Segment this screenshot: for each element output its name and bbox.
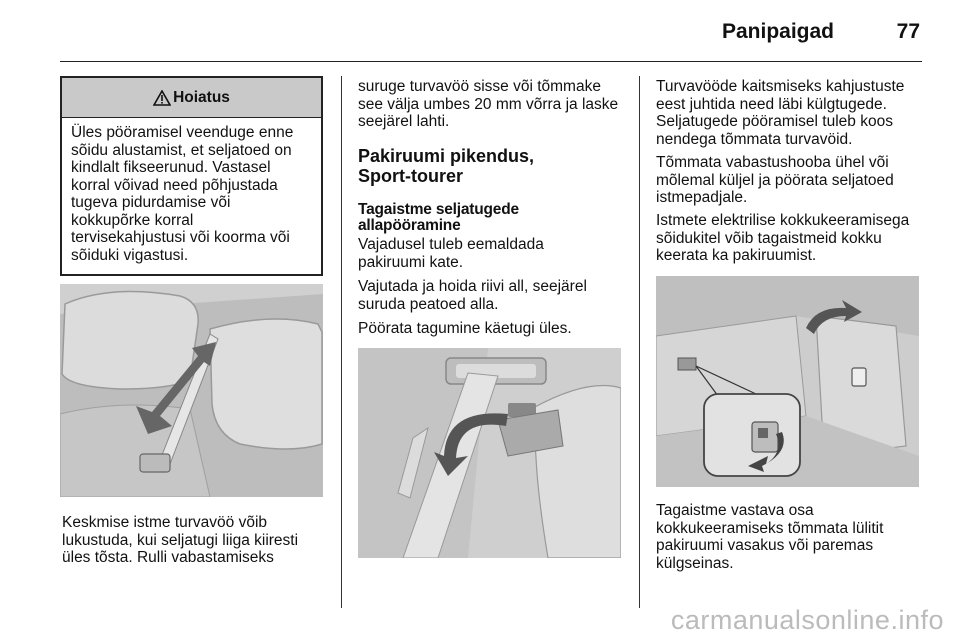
text-line: lukustuda, kui seljatugi liiga kiiresti: [62, 531, 299, 549]
text-line: Istmete elektrilise kokkukeeramisega: [656, 212, 910, 229]
seatbelt-continued-text: [358, 78, 618, 131]
text-line: pakiruumi vasakus või paremas: [656, 537, 874, 554]
heading-line: Pakiruumi pikendus,: [358, 146, 535, 166]
text-line: Vajadusel tuleb eemaldada: [358, 236, 544, 253]
column-divider-1: [341, 76, 342, 608]
seatbelt-caption: [62, 514, 298, 567]
text-line: üles tõsta. Rulli vabastamiseks: [62, 549, 274, 566]
warning-header: [62, 78, 321, 118]
text-line: Seljatugede pööramisel tuleb koos: [656, 113, 893, 130]
text-line: sõidukitel võib tagaistmeid kokku: [656, 229, 882, 247]
text-line: tugeva pidurdamise või: [71, 194, 231, 211]
text-line: tervisekahjustusi või koorma või: [71, 229, 290, 246]
figure-cargo-fold-switch: [656, 276, 919, 487]
text-line: keerata ka pakiruumist.: [656, 247, 817, 264]
text-line: mõlemal küljel ja pöörata seljatoed: [656, 171, 894, 189]
text-line: kindlalt fikseerunud. Vastasel: [71, 159, 271, 176]
text-line: Turvavööde kaitsmiseks kahjustuste: [656, 78, 905, 95]
heading-line: allapööramine: [358, 217, 461, 234]
warning-text: [62, 118, 321, 264]
text-line: kokkupõrke korral: [71, 211, 194, 229]
subsection-heading: [358, 202, 519, 234]
text-line: seejärel lahti.: [358, 113, 450, 130]
text-line: Vajutada ja hoida riivi all, seejärel: [358, 278, 587, 295]
step-remove-cover: [358, 236, 544, 271]
watermark: carmanualsonline.info: [670, 605, 944, 635]
belt-guides-text: [656, 78, 904, 148]
page-number: 77: [896, 20, 920, 43]
text-line: Keskmise istme turvavöö võib: [62, 514, 268, 531]
page-title: Panipaigad: [721, 20, 834, 43]
text-line: pakiruumi kate.: [358, 253, 464, 271]
warning-box: [60, 76, 323, 276]
warning-triangle-icon: [153, 90, 171, 106]
page-header: [60, 0, 922, 62]
text-line: Üles pööramisel veenduge enne: [71, 124, 294, 141]
step-lower-headrests: [358, 278, 587, 313]
release-lever-text: [656, 154, 894, 207]
text-line: suruge turvavöö sisse või tõmmake: [358, 78, 601, 95]
text-line: istmepadjale.: [656, 189, 748, 206]
text-line: korral võivad need põhjustada: [71, 176, 278, 194]
figure-seatbelt-headrests: [60, 284, 323, 497]
text-line: sõiduki vigastusi.: [71, 246, 189, 264]
step-armrest: [358, 320, 572, 338]
electric-fold-text: [656, 212, 909, 265]
text-line: eest juhtida need läbi külgtugede.: [656, 95, 887, 113]
text-line: sõidu alustamist, et seljatoed on: [71, 141, 292, 159]
warning-title: Hoiatus: [173, 88, 230, 106]
heading-line: Tagaistme seljatugede: [358, 201, 519, 218]
text-line: Pöörata tagumine käetugi üles.: [358, 320, 572, 337]
text-line: Tagaistme vastava osa: [656, 502, 814, 519]
text-line: külgseinas.: [656, 554, 734, 572]
text-line: nendega tõmmata turvavöid.: [656, 130, 853, 148]
text-line: Tõmmata vabastushooba ühel või: [656, 154, 889, 171]
text-line: see välja umbes 20 mm võrra ja laske: [358, 95, 619, 113]
cargo-switch-text: [656, 502, 883, 572]
text-line: kokkukeeramiseks tõmmata lülitit: [656, 519, 884, 537]
column-divider-2: [639, 76, 640, 608]
heading-line: Sport-tourer: [358, 166, 463, 186]
figure-release-lever: [358, 348, 621, 558]
section-heading: [358, 146, 534, 186]
text-line: suruda peatoed alla.: [358, 295, 499, 313]
